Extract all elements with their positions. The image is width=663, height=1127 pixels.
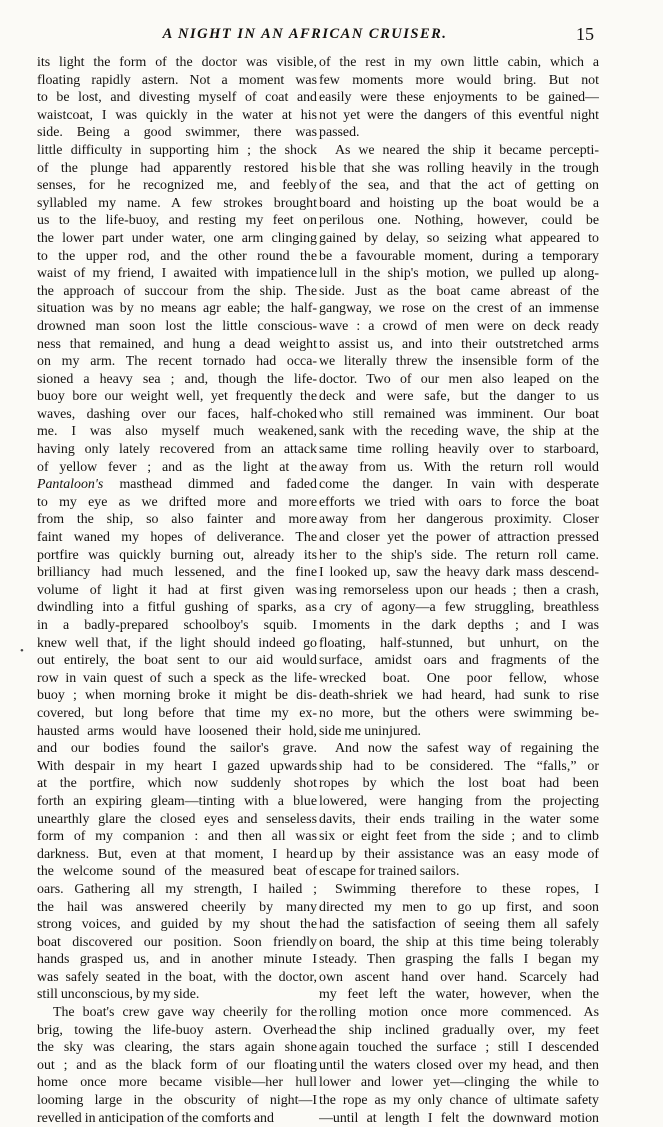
text-line: brilliancy had much lessened, and the fine [37, 565, 317, 581]
text-line: the welcome sound of the measured beat of [37, 864, 317, 880]
text-line: Swimming therefore to these ropes, I [335, 881, 599, 897]
text-line: knew well that, if the light should indeed go [37, 635, 317, 651]
text-line: come the danger. In vain with desperate [319, 477, 599, 493]
text-line: a cry of agony—a few struggling, breathless [319, 600, 599, 616]
text-line: lowered, were hanging from the projecting [319, 793, 599, 809]
text-line: Pantaloon's masthead dimmed and faded [37, 477, 317, 493]
text-line: out ; and as the black form of our floating [37, 1057, 317, 1073]
text-line: few moments more would bring. But not [319, 72, 599, 88]
text-line: up by their assistance was an easy mode of [319, 846, 599, 862]
text-line: at the portfire, which now suddenly shot [37, 776, 317, 792]
text-line: side me uninjured. [319, 723, 421, 739]
text-line: to the upper rod, and the other round the [37, 248, 317, 264]
text-line: until the waters closed over my head, and then [319, 1057, 599, 1073]
text-line: to assist us, and into their outstretched arms [319, 336, 599, 352]
text-line: its light the form of the doctor was visible, [37, 55, 317, 70]
text-line: moments in the dark depths ; and I was [319, 618, 599, 633]
text-line: the approach of succour from the ship. The [37, 283, 317, 299]
text-line: home once more became visible—her hull [37, 1075, 317, 1091]
text-line: of the sea, and that the act of getting on [319, 178, 599, 194]
text-line: With despair in my heart I gazed upwards [37, 758, 317, 774]
text-line: easily were these enjoyments to be gained— [319, 90, 599, 106]
text-line: side. Being a good swimmer, there was [37, 125, 317, 141]
text-line: on my arm. The recent tornado had occa- [37, 354, 317, 370]
text-line: surface, amidst oars and fragments of the [319, 653, 599, 669]
text-line: was safely seated in the boat, with the doctor, [37, 969, 317, 985]
text-line: forth an expiring gleam—tinting with a blue [37, 793, 317, 809]
text-line: of the plunge had apparently restored his [37, 160, 317, 176]
text-line: drowned man soon lost the little conscious- [37, 318, 317, 334]
text-line: As we neared the ship it became percepti- [335, 142, 599, 158]
page-number: 15 [576, 24, 594, 44]
text-line: lower and lower yet—clinging the while to [319, 1075, 599, 1091]
text-line: unearthly glare the closed eyes and senseless [37, 811, 317, 827]
text-line: situation was by no means agr eable; the half- [37, 301, 317, 317]
text-line: of the rest in my own little cabin, which a [319, 55, 599, 70]
text-line: senses, for he recognized me, and feebly [37, 178, 317, 194]
text-line: rolling motion once more commenced. As [319, 1005, 599, 1021]
text-line: still unconscious, by my side. [37, 987, 200, 1003]
text-line: own ascent hand over hand. Scarcely had [319, 969, 599, 985]
text-line: row in vain quest of such a speck as the life- [37, 670, 317, 686]
text-line: —until at length I felt the downward motion [319, 1110, 599, 1126]
text-line: no more, but the others were swimming be- [319, 705, 599, 721]
running-title: A NIGHT IN AN AFRICAN CRUISER. [162, 26, 448, 42]
text-line: the hail was answered cheerily by many [37, 899, 317, 915]
right-column [319, 54, 599, 1127]
text-line: her to the ship's side. The return roll came. [319, 547, 599, 563]
text-line: perilous one. Nothing, however, could be [319, 213, 599, 229]
text-line: gangway, we rose on the crest of an immense [319, 301, 599, 317]
text-line: the rope as my only chance of ultimate safety [319, 1093, 599, 1109]
text-line: darkness. But, even at that moment, I heard [37, 846, 317, 862]
text-line: volume of light it had at first given was [37, 582, 317, 598]
text-line: portfire was quickly burning out, already its [37, 547, 317, 563]
text-line: from the ship, so also fainter and more [37, 512, 317, 528]
text-line: deck and were safe, but the danger to us [319, 389, 599, 405]
text-line: side. Just as the boat came abreast of the [319, 283, 599, 299]
margin-mark: • [20, 645, 24, 657]
text-line: steady. Then grasping the falls I began my [319, 952, 599, 968]
page-header [0, 26, 663, 50]
text-line: I looked up, saw the heavy dark mass descend- [319, 565, 599, 581]
text-line: to my eye as we drifted more and more [37, 494, 317, 510]
text-line: me. I was also myself much weakened, [37, 424, 317, 440]
text-line: my feet left the water, however, when the [319, 987, 599, 1003]
text-line: out entirely, the boat sent to our aid would [37, 653, 317, 669]
text-line: again touched the surface ; still I descended [319, 1040, 599, 1056]
text-line: efforts we tried with oars to force the boat [319, 494, 599, 510]
text-line: davits, their ends trailing in the water some [319, 811, 599, 827]
text-line: same time rolling heavily over to starboard, [319, 442, 599, 458]
text-line: boat discovered our position. Soon friendly [37, 934, 317, 950]
text-line: doctor. Two of our men also leaped on the [319, 371, 599, 387]
text-line: sank with the receding wave, the ship at the [319, 424, 599, 440]
text-line: waistcoat, I was quickly in the water at his [37, 107, 317, 123]
ship-name: Pantaloon's [37, 477, 104, 493]
text-line: syllabled my name. A few strokes brought [37, 195, 317, 211]
text-line: we literally threw the insensible form of the [319, 354, 599, 370]
text-line: hands grasped us, and in another minute I [37, 952, 317, 968]
text-line: directed my men to go up first, and soon [319, 899, 599, 915]
text-line: away from her dangerous proximity. Closer [319, 512, 599, 528]
text-line: ing remorseless upon our heads ; then a crash, [319, 582, 599, 598]
text-line: dwindling into a fitful gushing of sparks, as [37, 600, 317, 616]
text-line: little difficulty in supporting him ; the shock [37, 142, 317, 158]
text-line: passed. [319, 125, 360, 141]
left-column [37, 54, 317, 1127]
text-line: away from us. With the return roll would [319, 459, 599, 475]
text-line: us to the life-buoy, and resting my feet on [37, 213, 317, 229]
text-line: ble that she was rolling heavily in the trough [319, 160, 599, 176]
text-line: ropes by which the lost boat had been [319, 776, 599, 792]
text-line: the sky was clearing, the stars again shone [37, 1040, 317, 1056]
text-line: strong voices, and guided by my shout the [37, 917, 317, 933]
text-line: oars. Gathering all my strength, I hailed ; [37, 881, 317, 897]
text-line: to be lost, and divesting myself of coat and [37, 90, 317, 106]
text-line: hausted arms would have loosened their hold, [37, 723, 317, 739]
text-line: the lower part under water, one arm clinging [37, 230, 317, 246]
text-line: form of my companion : and then all was [37, 829, 317, 845]
text-line: revelled in anticipation of the comforts and [37, 1110, 274, 1126]
text-line: brig, towing the life-buoy astern. Overhead [37, 1022, 317, 1038]
text-line: floating rapidly astern. Not a moment was [37, 72, 317, 88]
text-line: the ship inclined gradually over, my feet [319, 1022, 599, 1038]
text-line: ness that remained, and hung a dead weight [37, 336, 317, 352]
text-line: ship had to be considered. The “falls,” or [319, 758, 599, 774]
text-line: be a favourable moment, during a temporary [319, 248, 599, 264]
text-line: six or eight feet from the side ; and to climb [319, 829, 599, 845]
text-line: gained by delay, so seizing what appeared to [319, 230, 599, 246]
text-line: having only lately recovered from an attack [37, 442, 317, 458]
text-line: death-shriek we had heard, had sunk to rise [319, 688, 599, 704]
text-line: buoy bore our weight well, yet frequently the [37, 389, 317, 405]
text-line: and closer yet the power of attraction pressed [319, 530, 599, 546]
text-line: in a badly-prepared schoolboy's squib. I [37, 618, 317, 633]
text-line: escape for trained sailors. [319, 864, 460, 880]
text-line: lull in the ship's motion, we pulled up along- [319, 266, 599, 282]
text-line: on board, the ship at this time being tolerably [319, 934, 599, 950]
text-line: looming large in the obscurity of night—I [37, 1093, 317, 1109]
text-line: buoy ; when morning broke it might be dis- [37, 688, 317, 704]
text-line: covered, but long before that time my ex- [37, 705, 317, 721]
text-line: who still remained was imminent. Our boat [319, 406, 599, 422]
text-line: The boat's crew gave way cheerily for the [53, 1005, 317, 1021]
text-line: waist of my friend, I awaited with impatience [37, 266, 317, 282]
text-line: waves, dashing over our faces, half-choked [37, 406, 317, 422]
text-line: not yet were the dangers of this eventful night [319, 107, 599, 123]
text-line: sioned a heavy sea ; and, though the life- [37, 371, 317, 387]
text-line: of yellow fever ; and as the light at the [37, 459, 317, 475]
text-line: had the satisfaction of seeing them all safely [319, 917, 599, 933]
text-line: And now the safest way of regaining the [335, 741, 599, 757]
text-line: board and hoisting up the boat would be a [319, 195, 599, 211]
text-line: and our bodies found the sailor's grave. [37, 741, 317, 757]
text-line: faint waned my hopes of deliverance. The [37, 530, 317, 546]
text-line: floating, half-stunned, but unhurt, on the [319, 635, 599, 651]
text-line: wave : a crowd of men were on deck ready [319, 318, 599, 334]
text-line: wrecked boat. One poor fellow, whose [319, 670, 599, 686]
